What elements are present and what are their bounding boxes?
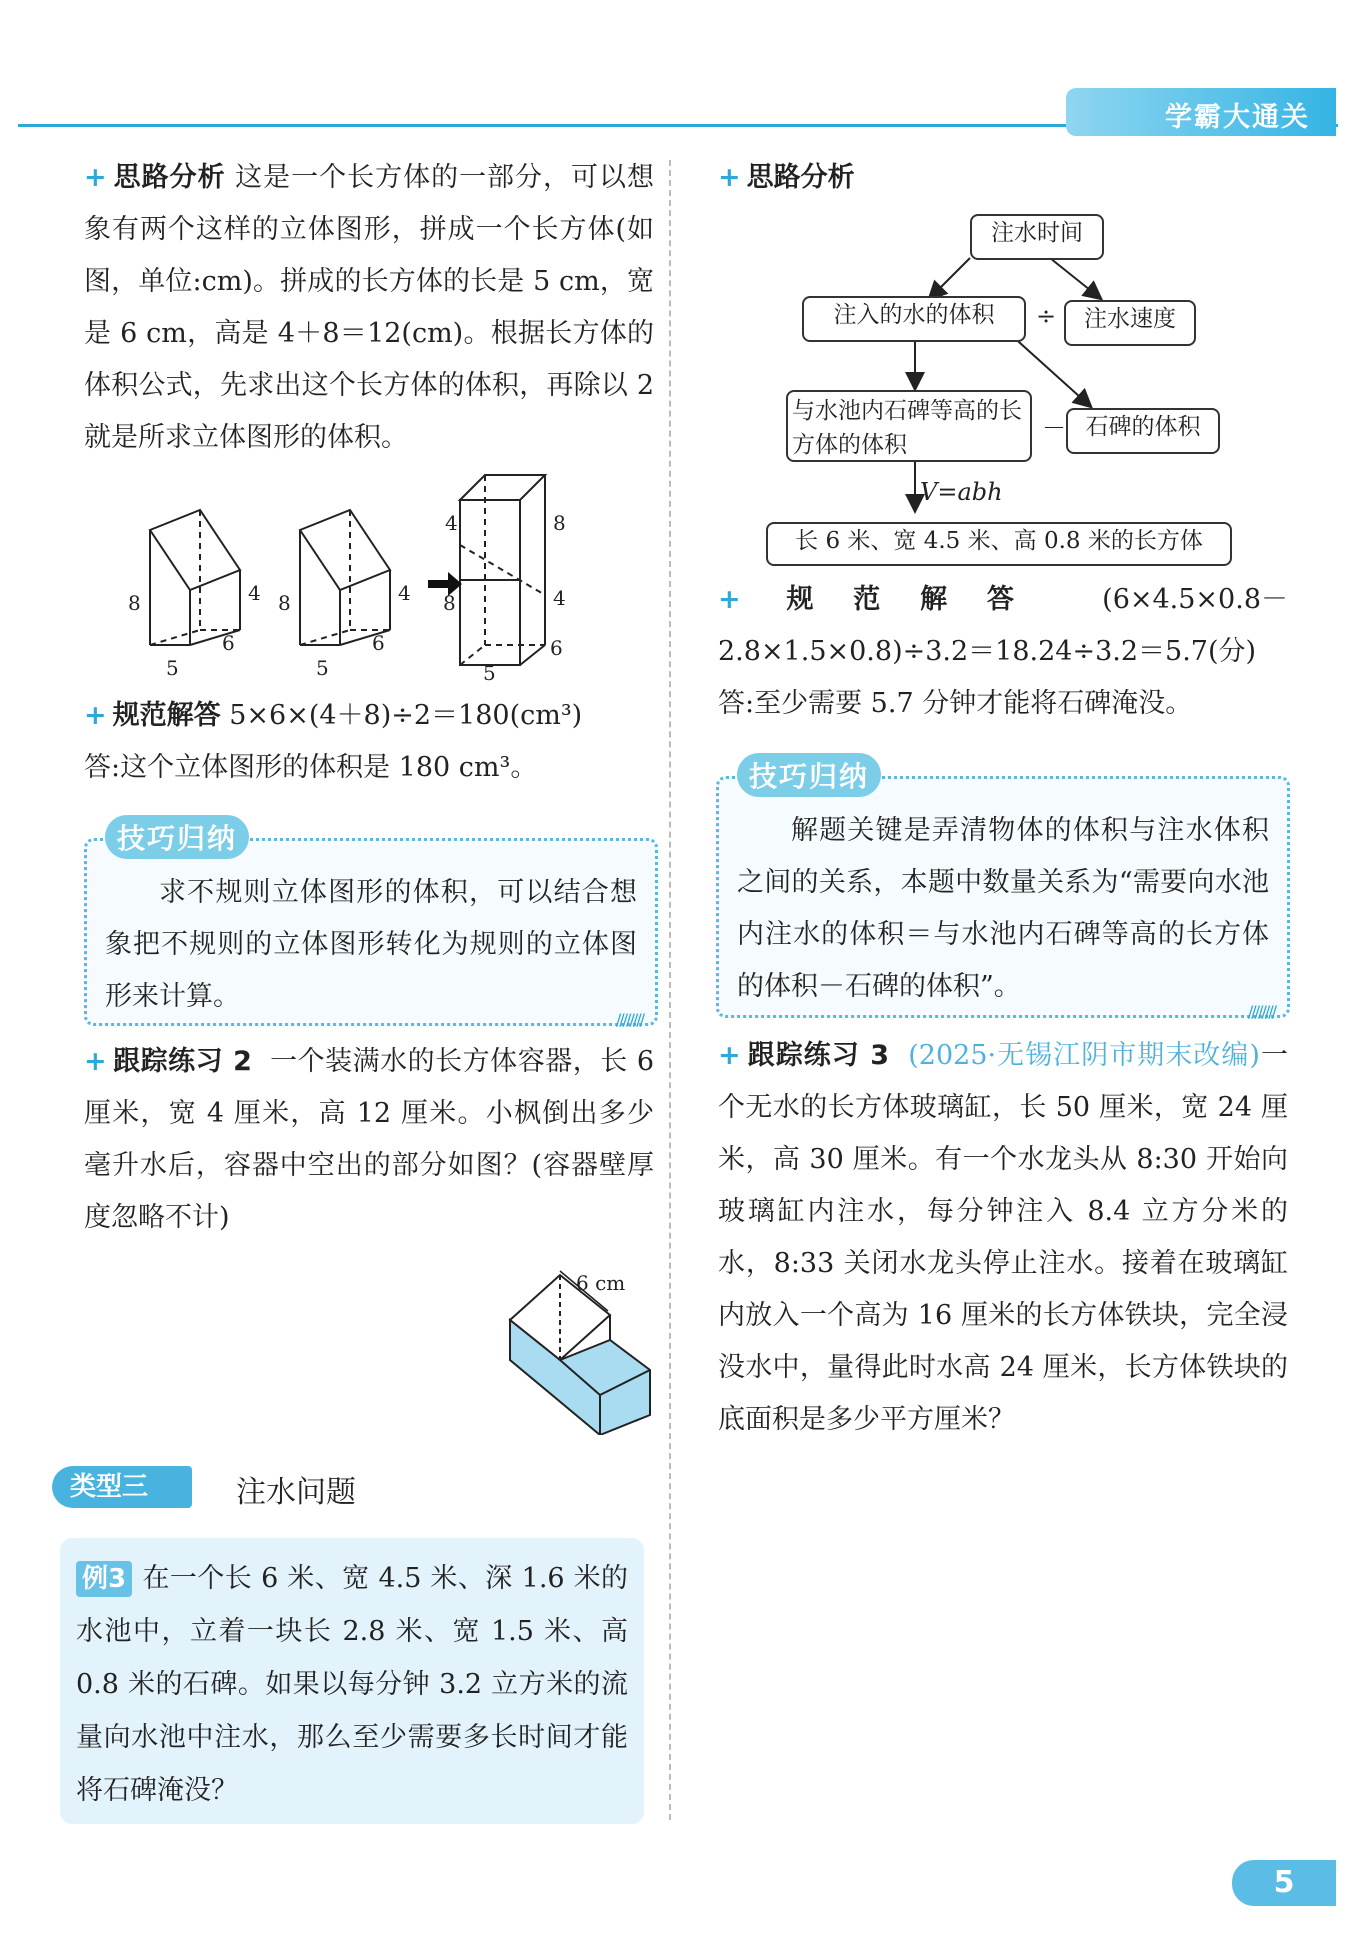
tip-label: 技巧归纳 <box>105 815 249 859</box>
analysis-text: 这是一个长方体的一部分，可以想象有两个这样的立体图形，拼成一个长方体(如图，单位:cm)。拼成的长方体的长是 5 cm，宽是 6 cm，高是 4＋8＝12(cm)。根据长方体的体积公式，先求出这个长方体的体积，再除以 2 就是所求立体图形的体积。 <box>84 162 655 453</box>
label-five: 5 <box>483 661 496 685</box>
label-eight: 8 <box>553 511 566 535</box>
label-four: 4 <box>398 581 411 605</box>
flow-bottom: 长 6 米、宽 4.5 米、高 0.8 米的长方体 <box>766 522 1232 566</box>
flow-volume: 注入的水的体积 <box>802 296 1026 342</box>
figure-part-1 <box>150 510 240 645</box>
right-answer <box>718 574 1288 730</box>
example-label: 例3 <box>76 1561 132 1597</box>
label-four: 4 <box>553 586 566 610</box>
stripe-decoration: //////// <box>1247 1002 1275 1021</box>
answer-formula: (6×4.5×0.8－2.8×1.5×0.8)÷3.2＝18.24÷3.2＝5.7(分) <box>718 584 1288 667</box>
analysis-label: 思路分析 <box>746 162 855 193</box>
left-answer <box>84 690 654 794</box>
stripe-decoration: //////// <box>615 1010 643 1029</box>
plus-icon: + <box>718 162 741 193</box>
label-six: 6 <box>222 631 235 655</box>
tip-text: 解题关键是弄清物体的体积与注水体积之间的关系，本题中数量关系为“需要向水池内注水的体积＝与水池内石碑等高的长方体的体积－石碑的体积”。 <box>737 815 1269 1002</box>
label-four: 4 <box>248 581 261 605</box>
practice-label: 跟踪练习 3 <box>746 1040 890 1071</box>
type-badge: 类型三 <box>52 1466 192 1508</box>
flow-speed: 注水速度 <box>1064 300 1196 346</box>
answer-label: 规范解答 <box>112 700 221 731</box>
label-eight: 8 <box>128 591 141 615</box>
answer-conclusion: 答:这个立体图形的体积是 180 cm³。 <box>84 752 538 783</box>
left-tip-box <box>84 822 658 1029</box>
cuboid-figure <box>110 470 650 685</box>
figure-combined <box>460 475 545 665</box>
answer-formula: 5×6×(4＋8)÷2＝180(cm³) <box>229 700 583 731</box>
flow-divide-sign: ÷ <box>1036 302 1057 330</box>
page-number: 5 <box>1232 1860 1336 1906</box>
answer-label: 规范解答 <box>746 584 1054 615</box>
plus-icon: + <box>84 700 107 731</box>
plus-icon: + <box>84 1046 107 1077</box>
label-five: 5 <box>166 656 179 680</box>
plus-icon: + <box>718 1040 741 1071</box>
flow-minus-sign: － <box>1042 414 1066 442</box>
practice-text: 一个装满水的长方体容器，长 6 厘米，宽 4 厘米，高 12 厘米。小枫倒出多少毫升水后，容器中空出的部分如图？(容器壁厚度忽略不计) <box>84 1046 655 1233</box>
left-practice <box>84 1036 654 1244</box>
label-four: 4 <box>445 511 458 535</box>
right-tip-box <box>716 760 1290 1021</box>
label-six: 6 <box>550 636 563 660</box>
example-box <box>60 1538 644 1824</box>
container-figure <box>500 1255 660 1435</box>
type-title: 注水问题 <box>236 1475 356 1510</box>
right-practice <box>718 1030 1288 1446</box>
flow-formula: V=abh <box>920 478 1003 506</box>
figure-part-2 <box>300 510 390 645</box>
example-text: 在一个长 6 米、宽 4.5 米、深 1.6 米的水池中，立着一块长 2.8 米、宽 1.5 米、高 0.8 米的石碑。如果以每分钟 3.2 立方米的流量向水池中注水，那么至少需要多长时间才能将石碑淹没？ <box>76 1563 628 1806</box>
header-title: 学霸大通关 <box>1165 102 1310 133</box>
flow-top: 注水时间 <box>970 214 1104 260</box>
plus-icon: + <box>718 584 741 615</box>
right-analysis <box>718 152 1288 204</box>
label-five: 5 <box>316 656 329 680</box>
column-divider <box>669 160 671 1820</box>
label-eight: 8 <box>443 591 456 615</box>
practice-label: 跟踪练习 2 <box>112 1046 252 1077</box>
label-eight: 8 <box>278 591 291 615</box>
tip-label: 技巧归纳 <box>737 753 881 797</box>
analysis-label: 思路分析 <box>112 162 226 193</box>
flow-cuboid: 与水池内石碑等高的长方体的体积 <box>786 390 1032 462</box>
container-label: 6 cm <box>576 1271 626 1295</box>
practice-source: (2025·无锡江阴市期末改编) <box>908 1040 1260 1071</box>
tip-text: 求不规则立体图形的体积，可以结合想象把不规则的立体图形转化为规则的立体图形来计算。 <box>105 877 637 1012</box>
answer-conclusion: 答:至少需要 5.7 分钟才能将石碑淹没。 <box>718 688 1193 719</box>
plus-icon: + <box>84 162 107 193</box>
left-analysis <box>84 152 654 464</box>
flow-stone: 石碑的体积 <box>1066 408 1220 454</box>
practice-text: 一个无水的长方体玻璃缸，长 50 厘米，宽 24 厘米，高 30 厘米。有一个水龙头从 8:30 开始向玻璃缸内注水，每分钟注入 8.4 立方分米的水，8:33 关闭水龙头停止注水。接着在玻璃缸内放入一个高为 16 厘米的长方体铁块，完全浸没水中，量得此时水高 24 厘米，长方体铁块的底面积是多少平方厘米？ <box>718 1040 1288 1435</box>
label-six: 6 <box>372 631 385 655</box>
